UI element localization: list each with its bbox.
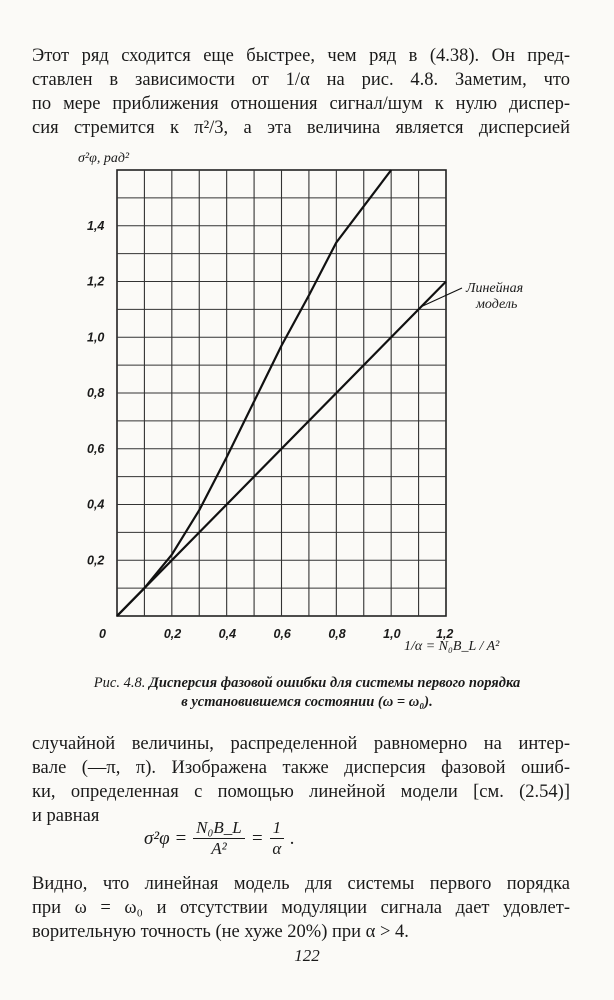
text-line: при ω = ω₀ и отсутствии модуляции сигнала дает удовлет-: [32, 898, 570, 918]
formula-equals: =: [250, 827, 264, 849]
x-tick-label: 0,2: [163, 627, 182, 641]
y-tick-label: 1,0: [87, 330, 105, 345]
caption-text-line2: в установившемся состоянии (ω = ω₀).: [181, 694, 433, 710]
y-tick-label: 0,4: [87, 497, 105, 512]
formula-numerator: 1: [270, 818, 285, 839]
paragraph-1: [32, 44, 570, 140]
y-axis-label: σ²φ, рад²: [78, 151, 130, 166]
chart-grid: [117, 170, 446, 616]
text-line: Этот ряд сходится еще быстрее, чем ряд в (4.38). Он пред-: [32, 46, 570, 66]
page-number: 122: [294, 946, 320, 965]
paragraph-2: [32, 732, 570, 828]
formula-fraction-2: [270, 818, 285, 859]
formula-fraction-1: [193, 818, 245, 859]
text-line: сия стремится к π²/3, а эта величина является дисперсией: [32, 118, 570, 138]
formula-denominator: A²: [211, 839, 227, 858]
formula-denominator: α: [272, 839, 282, 858]
formula-period: .: [290, 827, 295, 849]
y-tick-label: 0,8: [87, 386, 105, 400]
phase-error-variance-chart: [0, 140, 614, 670]
x-tick-label: 1,2: [436, 627, 454, 641]
figure-caption: [40, 674, 574, 712]
x-tick-label: 0,4: [218, 627, 237, 641]
text-line: по мере приближения отношения сигнал/шум к нулю диспер-: [32, 94, 570, 114]
x-tick-label: 0,6: [273, 627, 291, 641]
annotation-leader-line: [421, 288, 462, 307]
text-line: ворительную точность (не хуже 20%) при α > 4.: [32, 922, 409, 942]
linear-model-annotation-line2: модель: [476, 297, 518, 312]
formula-numerator: N₀B_L: [193, 818, 245, 839]
formula-lhs: σ²φ =: [144, 827, 188, 849]
paragraph-3: [32, 872, 570, 944]
caption-text: Дисперсия фазовой ошибки для системы первого порядка: [148, 675, 521, 691]
chart-ticks: [87, 219, 453, 641]
text-line: случайной величины, распределенной равномерно на интер-: [32, 734, 570, 754]
x-tick-label: 1,0: [383, 627, 401, 641]
y-tick-label: 1,4: [87, 218, 105, 233]
y-tick-label: 0,6: [87, 441, 105, 456]
y-tick-label: 1,2: [87, 274, 105, 289]
text-line: и равная: [32, 806, 100, 826]
origin-tick-label: 0: [99, 627, 106, 641]
x-tick-label: 0,8: [328, 627, 346, 641]
caption-number: Рис. 4.8.: [93, 675, 146, 691]
x-axis-label: 1/α = N₀B_L / A²: [404, 639, 500, 654]
y-tick-label: 0,2: [87, 553, 105, 568]
text-line: ки, определенная с помощью линейной модели [см. (2.54)]: [32, 782, 570, 802]
linear-model-annotation-line1: Линейная: [466, 281, 524, 296]
text-line: вале (—π, π). Изображена также дисперсия фазовой ошиб-: [32, 758, 570, 778]
variance-formula: [144, 818, 295, 859]
text-line: ставлен в зависимости от 1/α на рис. 4.8. Заметим, что: [32, 70, 570, 90]
text-line: Видно, что линейная модель для системы первого порядка: [32, 874, 570, 894]
